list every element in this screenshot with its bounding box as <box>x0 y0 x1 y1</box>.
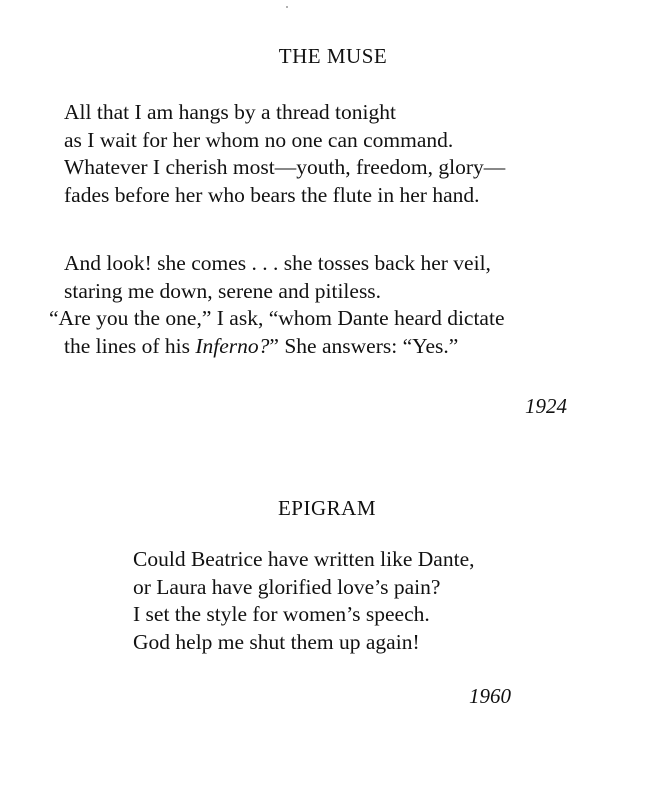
poem-line-text: ” She answers: “Yes.” <box>269 333 459 358</box>
poem-line: God help me shut them up again! <box>133 629 420 654</box>
poem-line: All that I am hangs by a thread tonight <box>64 100 396 124</box>
poem-line: or Laura have glorified love’s pain? <box>133 574 441 599</box>
poem-title-epigram: EPIGRAM <box>277 496 376 520</box>
page-speck <box>286 6 288 8</box>
poem-date: 1924 <box>525 394 567 418</box>
poem-line: staring me down, serene and pitiless. <box>64 278 382 303</box>
poem-line: And look! she comes . . . she tosses back her veil, <box>64 251 491 275</box>
poem-line-italic-title: Inferno? <box>195 333 270 358</box>
poem-stanza <box>64 99 505 209</box>
poem-line: fades before her who bears the flute in her hand. <box>64 182 480 207</box>
poem-line: “Are you the one,” I ask, “whom Dante heard dictate <box>49 306 505 331</box>
poem-line: as I wait for her whom no one can command. <box>64 127 454 152</box>
poem-line-text: the lines of his <box>64 333 196 358</box>
poem-line: Whatever I cherish most—youth, freedom, glory— <box>64 155 506 180</box>
poem-line: I set the style for women’s speech. <box>133 602 430 627</box>
poem-title-the-muse: THE MUSE <box>278 44 388 68</box>
poem-stanza <box>49 250 505 360</box>
poem-line <box>64 333 505 361</box>
poem-line: Could Beatrice have written like Dante, <box>133 547 475 571</box>
poem-date: 1960 <box>469 684 511 708</box>
poem-stanza <box>133 546 475 656</box>
